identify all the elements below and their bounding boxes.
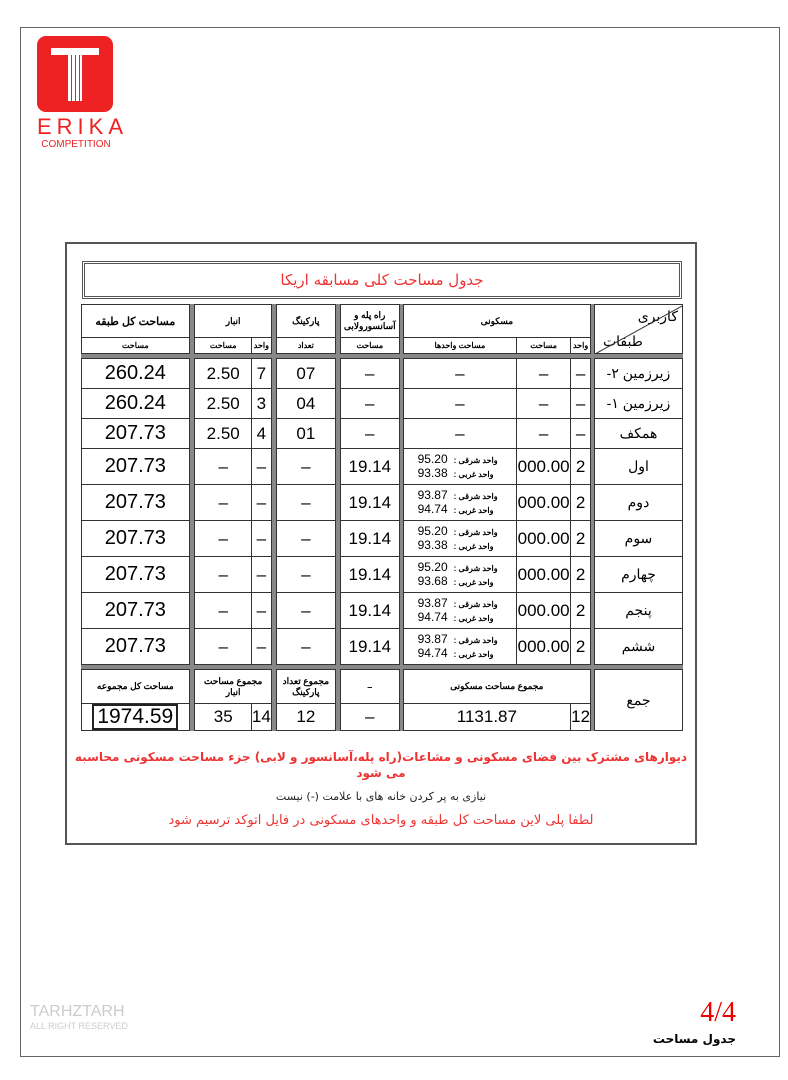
floor-name: پنجم bbox=[594, 593, 682, 629]
floor-name: همکف bbox=[594, 419, 682, 449]
parking-count-cell: 07 bbox=[276, 359, 335, 389]
parking-count-cell: – bbox=[276, 521, 335, 557]
table-row bbox=[82, 419, 683, 449]
res-area-cell: 000.00 bbox=[517, 449, 571, 485]
storage-unit-cell: 3 bbox=[251, 389, 271, 419]
units-area-cell: – bbox=[403, 419, 517, 449]
floor-name: سوم bbox=[594, 521, 682, 557]
parking-count-cell: – bbox=[276, 449, 335, 485]
storage-area-cell: – bbox=[195, 485, 251, 521]
storage-area-cell: – bbox=[195, 629, 251, 665]
storage-area-cell: 2.50 bbox=[195, 419, 251, 449]
storage-area-cell: – bbox=[195, 521, 251, 557]
storage-area-cell: – bbox=[195, 449, 251, 485]
area-table-frame bbox=[65, 242, 697, 845]
parking-count-cell: – bbox=[276, 629, 335, 665]
page-number: 4/4 bbox=[700, 997, 736, 1028]
res-unit-cell: 2 bbox=[571, 557, 591, 593]
stair-total-header: – bbox=[340, 670, 399, 704]
res-area-cell: 000.00 bbox=[517, 593, 571, 629]
total-area-cell: 207.73 bbox=[82, 449, 190, 485]
res-unit-total: 12 bbox=[571, 704, 591, 731]
brand-name: ERIKA bbox=[37, 114, 129, 139]
parking-count-cell: – bbox=[276, 593, 335, 629]
note-3: لطفا پلی لاین مساحت کل طبقه و واحدهای مسکونی در فایل اتوکد ترسیم شود bbox=[168, 813, 594, 828]
floor-name: چهارم bbox=[594, 557, 682, 593]
res-unit-subheader: واحد bbox=[571, 338, 591, 354]
stair-area-cell: – bbox=[340, 419, 399, 449]
grand-total: 1974.59 bbox=[92, 704, 178, 730]
storage-total-header: مجموع مساحت انبار bbox=[195, 670, 271, 704]
table-row bbox=[82, 359, 683, 389]
floor-name: اول bbox=[594, 449, 682, 485]
total-area-cell: 207.73 bbox=[82, 629, 190, 665]
stair-area-cell: 19.14 bbox=[340, 449, 399, 485]
storage-unit-cell: – bbox=[251, 629, 271, 665]
table-row bbox=[82, 389, 683, 419]
table-row bbox=[82, 485, 683, 521]
stair-area-cell: 19.14 bbox=[340, 629, 399, 665]
residential-header: مسکونی bbox=[403, 305, 590, 338]
stair-area-cell: 19.14 bbox=[340, 593, 399, 629]
units-area-cell: واحد شرقی :93.87 واحد غربی :94.74 bbox=[403, 593, 517, 629]
res-area-cell: 000.00 bbox=[517, 629, 571, 665]
tarhztarh-watermark-logo: TARHZTARH ALL RIGHT RESERVED bbox=[30, 1003, 128, 1031]
storage-header: انبار bbox=[195, 305, 271, 338]
stair-area-cell: 19.14 bbox=[340, 485, 399, 521]
parking-count-cell: 01 bbox=[276, 419, 335, 449]
res-total-header: مجموع مساحت مسکونی bbox=[403, 670, 590, 704]
total-area-cell: 260.24 bbox=[82, 389, 190, 419]
parking-count-subheader: تعداد bbox=[276, 338, 335, 354]
table-row bbox=[82, 629, 683, 665]
floor-name: دوم bbox=[594, 485, 682, 521]
res-unit-cell: 2 bbox=[571, 593, 591, 629]
storage-unit-cell: – bbox=[251, 449, 271, 485]
res-area-cell: 000.00 bbox=[517, 485, 571, 521]
res-unit-cell: 2 bbox=[571, 521, 591, 557]
storage-unit-total: 14 bbox=[251, 704, 271, 731]
res-unit-cell: – bbox=[571, 359, 591, 389]
area-table bbox=[81, 304, 683, 731]
storage-unit-subheader: واحد bbox=[251, 338, 271, 354]
storage-area-cell: – bbox=[195, 593, 251, 629]
stair-area-subheader: مساحت bbox=[340, 338, 399, 354]
parking-total-header: مجموع تعداد پارکینگ bbox=[276, 670, 335, 704]
grand-total-cell bbox=[82, 704, 190, 731]
notes bbox=[67, 749, 695, 829]
table-title: جدول مساحت کلی مسابقه اریکا bbox=[82, 261, 682, 299]
floor-name: زیرزمین ۱- bbox=[594, 389, 682, 419]
units-area-cell: واحد شرقی :95.20 واحد غربی :93.38 bbox=[403, 449, 517, 485]
table-row bbox=[82, 521, 683, 557]
units-area-cell: واحد شرقی :93.87 واحد غربی :94.74 bbox=[403, 629, 517, 665]
table-row bbox=[82, 557, 683, 593]
res-area-cell: – bbox=[517, 389, 571, 419]
floors-header bbox=[594, 305, 682, 354]
storage-unit-cell: 4 bbox=[251, 419, 271, 449]
page-title: جدول مساحت bbox=[652, 1032, 736, 1046]
parking-header: پارکینگ bbox=[276, 305, 335, 338]
storage-area-cell: 2.50 bbox=[195, 359, 251, 389]
units-area-cell: واحد شرقی :95.20 واحد غربی :93.38 bbox=[403, 521, 517, 557]
note-1: دیوارهای مشترک بین فضای مسکونی و مشاعات(راه پله،آسانسور و لابی) جزء مساحت مسکونی محاسبه می شود bbox=[74, 750, 688, 780]
storage-unit-cell: – bbox=[251, 593, 271, 629]
total-area-cell: 207.73 bbox=[82, 521, 190, 557]
parking-count-cell: – bbox=[276, 485, 335, 521]
units-area-cell: – bbox=[403, 389, 517, 419]
res-area-cell: 000.00 bbox=[517, 557, 571, 593]
storage-unit-cell: – bbox=[251, 485, 271, 521]
storage-area-subheader: مساحت bbox=[195, 338, 251, 354]
res-unit-cell: – bbox=[571, 389, 591, 419]
res-area-cell: – bbox=[517, 419, 571, 449]
table-row bbox=[82, 449, 683, 485]
units-area-cell: واحد شرقی :93.87 واحد غربی :94.74 bbox=[403, 485, 517, 521]
res-area-total: 1131.87 bbox=[403, 704, 571, 731]
parking-count-cell: – bbox=[276, 557, 335, 593]
stair-area-cell: 19.14 bbox=[340, 521, 399, 557]
total-header: مساحت کل طبقه bbox=[82, 305, 190, 338]
totals-label: جمع bbox=[594, 670, 682, 731]
total-area-cell: 207.73 bbox=[82, 557, 190, 593]
totals-header-row bbox=[82, 670, 683, 704]
units-area-cell: واحد شرقی :95.20 واحد غربی :93.68 bbox=[403, 557, 517, 593]
stair-header: راه پله و آسانسورولابی bbox=[340, 305, 399, 338]
storage-area-cell: 2.50 bbox=[195, 389, 251, 419]
total-area-cell: 207.73 bbox=[82, 485, 190, 521]
floor-name: زیرزمین ۲- bbox=[594, 359, 682, 389]
total-area-subheader: مساحت bbox=[82, 338, 190, 354]
storage-unit-cell: – bbox=[251, 557, 271, 593]
erika-logo bbox=[37, 36, 113, 112]
note-2: نیازی به پر کردن خانه های با علامت (-) نیست bbox=[275, 790, 487, 803]
floor-name: ششم bbox=[594, 629, 682, 665]
stair-area-cell: – bbox=[340, 389, 399, 419]
stair-total: – bbox=[340, 704, 399, 731]
storage-area-cell: – bbox=[195, 557, 251, 593]
units-area-cell: – bbox=[403, 359, 517, 389]
storage-unit-cell: 7 bbox=[251, 359, 271, 389]
res-area-subheader: مساحت bbox=[517, 338, 571, 354]
table-row bbox=[82, 593, 683, 629]
floors-header-bottom: طبقات bbox=[602, 333, 643, 349]
res-unit-cell: 2 bbox=[571, 485, 591, 521]
grand-total-header: مساحت کل مجموعه bbox=[82, 670, 190, 704]
floors-header-top: کاربری bbox=[637, 308, 678, 324]
parking-total: 12 bbox=[276, 704, 335, 731]
units-area-subheader: مساحت واحدها bbox=[403, 338, 517, 354]
res-area-cell: 000.00 bbox=[517, 521, 571, 557]
parking-count-cell: 04 bbox=[276, 389, 335, 419]
total-area-cell: 207.73 bbox=[82, 419, 190, 449]
res-unit-cell: – bbox=[571, 419, 591, 449]
res-unit-cell: 2 bbox=[571, 629, 591, 665]
res-unit-cell: 2 bbox=[571, 449, 591, 485]
stair-area-cell: – bbox=[340, 359, 399, 389]
stair-area-cell: 19.14 bbox=[340, 557, 399, 593]
brand-subtitle: COMPETITION bbox=[41, 139, 111, 150]
storage-area-total: 35 bbox=[195, 704, 251, 731]
storage-unit-cell: – bbox=[251, 521, 271, 557]
total-area-cell: 260.24 bbox=[82, 359, 190, 389]
res-area-cell: – bbox=[517, 359, 571, 389]
total-area-cell: 207.73 bbox=[82, 593, 190, 629]
